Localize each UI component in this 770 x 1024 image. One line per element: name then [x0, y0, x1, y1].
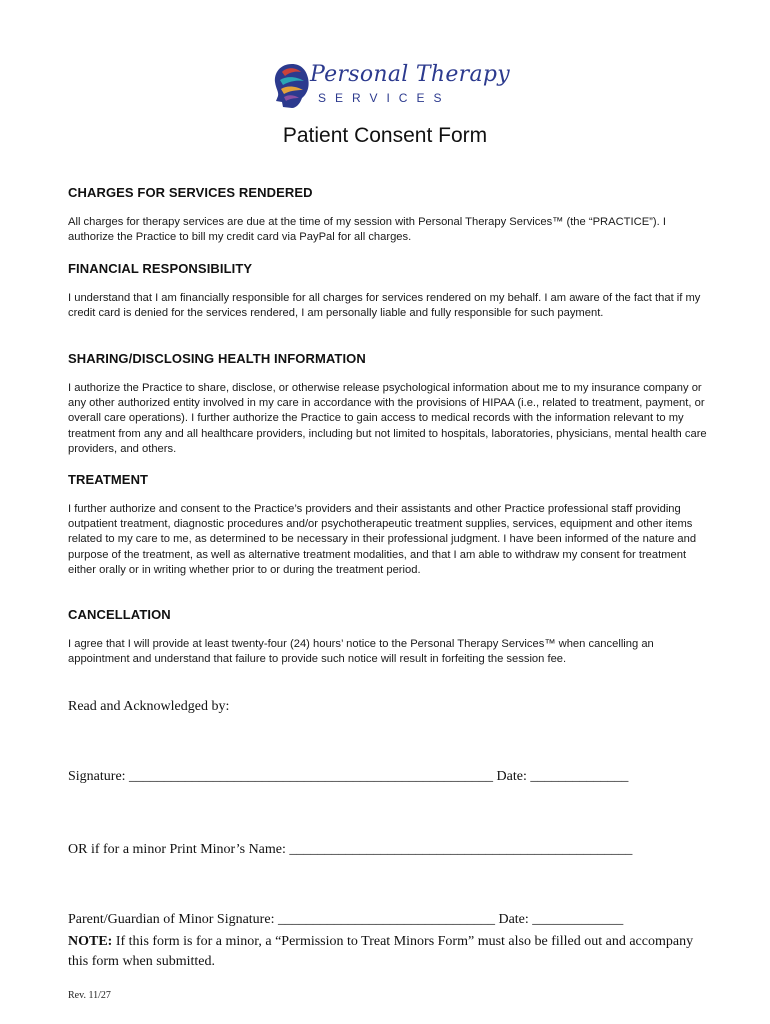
- section-body-financial: I understand that I am financially responsible for all charges for services rendered on my behalf. I am aware of the fact that if my credit card is denied for the services rendered, I am personally liable and fully responsible for such payment.: [68, 292, 701, 320]
- note-text: If this form is for a minor, a “Permission to Treat Minors Form” must also be filled out and accompany this form when submitted.: [68, 934, 694, 969]
- page-title: Patient Consent Form: [282, 124, 488, 147]
- section-body-charges: All charges for therapy services are due at the time of my session with Personal Therapy Services™ (the “PRACTICE”). I authorize the Practice to bill my credit card via PayPal for all charges.: [68, 216, 666, 244]
- head-profile-logo-icon: [270, 60, 314, 112]
- company-logo: [270, 60, 511, 112]
- section-body-treatment: I further authorize and consent to the Practice’s providers and their assistants and other Practice professional staff providing outpatient treatment, diagnostic procedures and/or psychotherapeutic treatment supplies, services, equipment and other items related to my care to me, as determined to be necessary in their professional judgment. I have been informed of the nature and purpose of the treatment, as well as alternative treatment modalities, and that I am able to withdraw my consent for treatment either orally or in writing whether prior to or during the treatment period.: [68, 503, 697, 576]
- minor-note: [68, 932, 708, 972]
- signature-date-line[interactable]: Signature: ____________________________________________________ Date: ______________: [68, 769, 629, 784]
- minor-name-line[interactable]: OR if for a minor Print Minor’s Name: _________________________________________________: [68, 842, 633, 857]
- note-label: NOTE:: [68, 934, 113, 949]
- revision-label: Rev. 11/27: [68, 990, 111, 1001]
- section-heading-cancellation: CANCELLATION: [68, 607, 171, 622]
- logo-wordmark: Personal Therapy: [310, 62, 511, 87]
- section-heading-charges: CHARGES FOR SERVICES RENDERED: [68, 185, 313, 200]
- section-body-cancellation: I agree that I will provide at least twenty-four (24) hours’ notice to the Personal Therapy Services™ when cancelling an appointment and understand that failure to provide such notice will result in forfeiting the session fee.: [68, 638, 654, 666]
- acknowledged-label: Read and Acknowledged by:: [68, 699, 230, 714]
- section-heading-sharing: SHARING/DISCLOSING HEALTH INFORMATION: [68, 351, 366, 366]
- logo-subtitle: SERVICES: [318, 91, 451, 105]
- section-heading-financial: FINANCIAL RESPONSIBILITY: [68, 261, 253, 276]
- section-heading-treatment: TREATMENT: [68, 472, 149, 487]
- section-body-sharing: I authorize the Practice to share, disclose, or otherwise release psychological information about me to my insurance company or any other authorized entity involved in my care in accordance with the provisions of HIPAA (i.e., related to treatment, payment, or overall care operations). I further authorize the Practice to gain access to medical records with the information relevant to my treatment from any and all healthcare providers, including but not limited to hospitals, laboratories, physicians, mental health care providers, and others.: [68, 382, 707, 455]
- guardian-signature-line[interactable]: Parent/Guardian of Minor Signature: _______________________________ Date: _____________: [68, 912, 624, 927]
